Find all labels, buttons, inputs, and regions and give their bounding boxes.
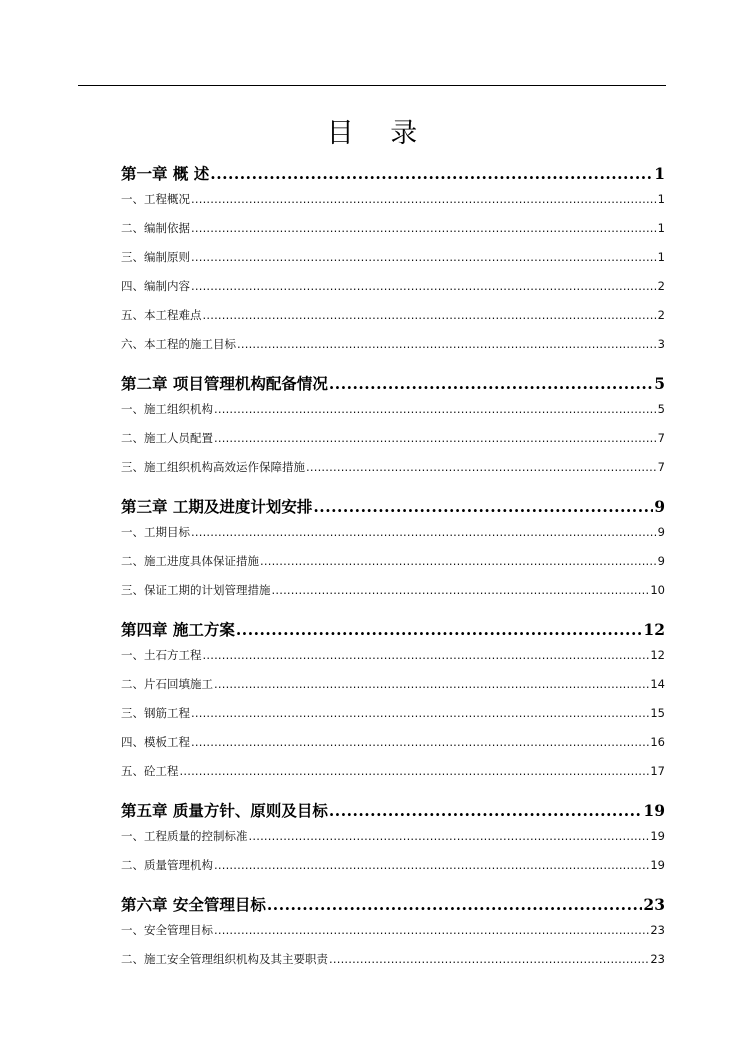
dot-leader (180, 758, 650, 784)
toc-section[interactable] (121, 331, 665, 360)
toc-section[interactable] (121, 917, 665, 946)
dot-leader (214, 396, 657, 422)
section-label: 二、片石回填施工 (121, 677, 213, 691)
page-number: 5 (654, 374, 665, 393)
section-label: 一、工程概况 (121, 192, 190, 206)
section-label: 四、模板工程 (121, 735, 190, 749)
page-number: 16 (650, 735, 665, 749)
chapter-label: 第六章 安全管理目标 (121, 895, 266, 914)
toc-chapter-2[interactable] (121, 372, 665, 396)
page-number: 9 (657, 525, 665, 539)
section-label: 二、质量管理机构 (121, 858, 213, 872)
page-number: 19 (650, 858, 665, 872)
dot-leader (191, 215, 657, 241)
section-label: 五、砼工程 (121, 764, 179, 778)
toc-section[interactable] (121, 577, 665, 606)
toc-section[interactable] (121, 454, 665, 483)
dot-leader (203, 302, 657, 328)
toc-section[interactable] (121, 273, 665, 302)
dot-leader (237, 331, 657, 357)
section-label: 三、施工组织机构高效运作保障措施 (121, 460, 305, 474)
page-number: 2 (657, 279, 665, 293)
toc-section[interactable] (121, 302, 665, 331)
dot-leader (272, 577, 650, 603)
toc-section[interactable] (121, 671, 665, 700)
section-label: 二、编制依据 (121, 221, 190, 235)
page-number: 23 (643, 895, 665, 914)
dot-leader (203, 642, 650, 668)
toc-section[interactable] (121, 642, 665, 671)
toc-section[interactable] (121, 396, 665, 425)
dot-leader (191, 729, 649, 755)
section-label: 三、保证工期的计划管理措施 (121, 583, 271, 597)
section-label: 三、钢筋工程 (121, 706, 190, 720)
dot-leader (329, 799, 643, 823)
section-label: 一、工程质量的控制标准 (121, 829, 248, 843)
dot-leader (191, 186, 657, 212)
dot-leader (210, 162, 653, 186)
dot-leader (249, 823, 650, 849)
page-title: 目 录 (326, 118, 432, 149)
page-number: 9 (654, 497, 665, 516)
dot-leader (267, 893, 643, 917)
page-number: 1 (657, 250, 665, 264)
toc-chapter-3[interactable] (121, 495, 665, 519)
section-label: 一、工期目标 (121, 525, 190, 539)
page-number: 14 (650, 677, 665, 691)
chapter-label: 第四章 施工方案 (121, 620, 235, 639)
toc-section[interactable] (121, 729, 665, 758)
dot-leader (191, 519, 657, 545)
toc-section[interactable] (121, 823, 665, 852)
chapter-label: 第五章 质量方针、原则及目标 (121, 801, 328, 820)
chapter-label: 第二章 项目管理机构配备情况 (121, 374, 328, 393)
toc-section[interactable] (121, 244, 665, 273)
section-label: 六、本工程的施工目标 (121, 337, 236, 351)
toc-chapter-1[interactable] (121, 162, 665, 186)
dot-leader (306, 454, 657, 480)
dot-leader (329, 372, 653, 396)
dot-leader (214, 852, 649, 878)
dot-leader (313, 495, 653, 519)
dot-leader (214, 425, 657, 451)
page-number: 17 (650, 764, 665, 778)
page-number: 23 (650, 952, 665, 966)
section-label: 一、施工组织机构 (121, 402, 213, 416)
toc-chapter-4[interactable] (121, 618, 665, 642)
toc-section[interactable] (121, 519, 665, 548)
page-number: 12 (650, 648, 665, 662)
table-of-contents (121, 160, 665, 975)
toc-section[interactable] (121, 548, 665, 577)
section-label: 一、土石方工程 (121, 648, 202, 662)
toc-section[interactable] (121, 215, 665, 244)
header-rule (78, 85, 666, 86)
page-number: 7 (657, 460, 665, 474)
toc-section[interactable] (121, 186, 665, 215)
toc-chapter-5[interactable] (121, 799, 665, 823)
page-number: 19 (650, 829, 665, 843)
page-number: 7 (657, 431, 665, 445)
page-number: 19 (643, 801, 665, 820)
dot-leader (329, 946, 649, 972)
toc-section[interactable] (121, 425, 665, 454)
page-number: 15 (650, 706, 665, 720)
dot-leader (191, 273, 657, 299)
page-number: 10 (650, 583, 665, 597)
toc-section[interactable] (121, 758, 665, 787)
page-number: 1 (657, 221, 665, 235)
page-number: 1 (654, 164, 665, 183)
chapter-label: 第一章 概 述 (121, 164, 210, 183)
toc-section[interactable] (121, 852, 665, 881)
page-number: 3 (657, 337, 665, 351)
toc-section[interactable] (121, 700, 665, 729)
dot-leader (260, 548, 657, 574)
page-number: 23 (650, 923, 665, 937)
section-label: 三、编制原则 (121, 250, 190, 264)
section-label: 一、安全管理目标 (121, 923, 213, 937)
section-label: 五、本工程难点 (121, 308, 202, 322)
dot-leader (214, 671, 649, 697)
page-number: 1 (657, 192, 665, 206)
page-number: 5 (657, 402, 665, 416)
section-label: 二、施工人员配置 (121, 431, 213, 445)
section-label: 二、施工安全管理组织机构及其主要职责 (121, 952, 328, 966)
page-number: 9 (657, 554, 665, 568)
dot-leader (214, 917, 649, 943)
section-label: 四、编制内容 (121, 279, 190, 293)
section-label: 二、施工进度具体保证措施 (121, 554, 259, 568)
page-number: 2 (657, 308, 665, 322)
page-number: 12 (643, 620, 665, 639)
toc-section[interactable] (121, 946, 665, 975)
dot-leader (191, 244, 657, 270)
chapter-label: 第三章 工期及进度计划安排 (121, 497, 313, 516)
toc-chapter-6[interactable] (121, 893, 665, 917)
dot-leader (236, 618, 643, 642)
dot-leader (191, 700, 649, 726)
